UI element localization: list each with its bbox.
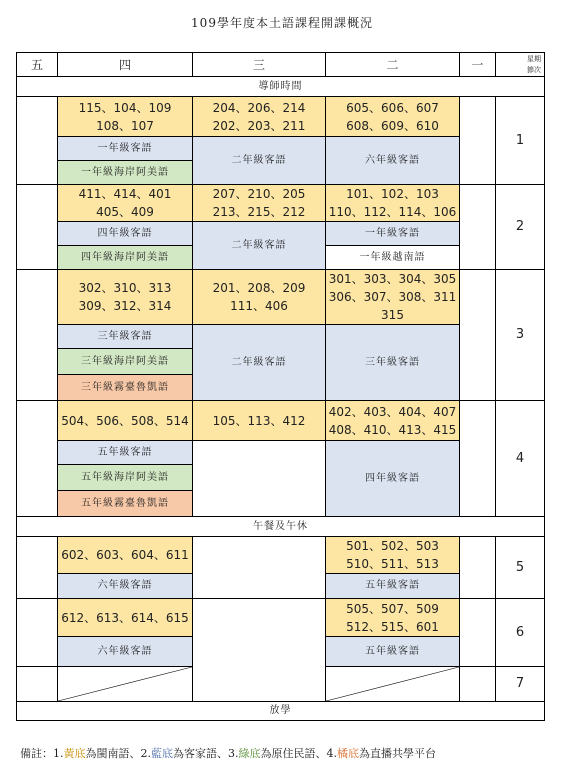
- header-weekday-period: 星期 節次: [496, 53, 545, 77]
- thu-p3-coastal-amis: 三年級海岸阿美語: [58, 349, 193, 375]
- thu-p2-classes: 411、414、401 405、409: [58, 185, 193, 222]
- tue-p2-hakka: 一年級客語: [326, 222, 460, 246]
- header-thursday: 四: [58, 53, 193, 77]
- tue-p7-empty-diagonal: [326, 667, 460, 702]
- thu-p2-hakka: 四年級客語: [58, 222, 193, 246]
- period-3-row: [17, 270, 545, 325]
- period-3: 3: [496, 270, 545, 401]
- header-friday: 五: [17, 53, 58, 77]
- tue-p3-classes: 301、303、304、305 306、307、308、311 315: [326, 270, 460, 325]
- thu-p4-hakka: 五年級客語: [58, 441, 193, 465]
- legend-green: 綠底: [238, 747, 261, 760]
- period-5: 5: [496, 537, 545, 599]
- tue-p3-hakka: 三年級客語: [326, 325, 460, 401]
- tue-p4-classes: 402、403、404、407 408、410、413、415: [326, 401, 460, 441]
- thu-p4-coastal-amis: 五年級海岸阿美語: [58, 465, 193, 491]
- thu-p1-hakka: 一年級客語: [58, 137, 193, 161]
- period-4: 4: [496, 401, 545, 517]
- period-2: 2: [496, 185, 545, 270]
- header-monday: 一: [460, 53, 496, 77]
- dismissal-row: [17, 702, 545, 721]
- lunch-row: [17, 517, 545, 537]
- wed-p3-classes: 201、208、209 111、406: [193, 270, 326, 325]
- legend-note: 備註：1.黃底為閩南語、2.藍底為客家語、3.綠底為原住民語、4.橘底為直播共學平台: [20, 747, 436, 760]
- wed-p4-classes: 105、113、412: [193, 401, 326, 441]
- period-6: 6: [496, 599, 545, 667]
- tue-p2-classes: 101、102、103 110、112、114、106: [326, 185, 460, 222]
- thu-p4-wutai-rukai: 五年級霧臺魯凱語: [58, 491, 193, 517]
- period-2-row: [17, 185, 545, 222]
- period-5-row: [17, 537, 545, 574]
- wed-p2-classes: 207、210、205 213、215、212: [193, 185, 326, 222]
- period-1-row: [17, 97, 545, 137]
- tue-p2-vietnamese: 一年級越南語: [326, 246, 460, 270]
- header-wednesday: 三: [193, 53, 326, 77]
- thu-p2-coastal-amis: 四年級海岸阿美語: [58, 246, 193, 270]
- header-row: [17, 53, 545, 77]
- tue-p4-hakka: 四年級客語: [326, 441, 460, 517]
- thu-p1-coastal-amis: 一年級海岸阿美語: [58, 161, 193, 185]
- thu-p5-classes: 602、603、604、611: [58, 537, 193, 574]
- tue-p5-classes: 501、502、503 510、511、513: [326, 537, 460, 574]
- page-title: 109學年度本土語課程開課概況: [191, 16, 373, 30]
- tue-p6-classes: 505、507、509 512、515、601: [326, 599, 460, 637]
- tue-p1-hakka: 六年級客語: [326, 137, 460, 185]
- schedule-table: [16, 52, 545, 721]
- legend-yellow: 黃底: [63, 747, 86, 760]
- wed-p1-hakka: 二年級客語: [193, 137, 326, 185]
- thu-p4-classes: 504、506、508、514: [58, 401, 193, 441]
- thu-p3-hakka: 三年級客語: [58, 325, 193, 349]
- thu-p3-classes: 302、310、313 309、312、314: [58, 270, 193, 325]
- wed-p2-hakka: 二年級客語: [193, 222, 326, 270]
- period-1: 1: [496, 97, 545, 185]
- lunch-label: 午餐及午休: [17, 517, 545, 537]
- period-6-row: [17, 599, 545, 637]
- tutor-time-label: 導師時間: [17, 77, 545, 97]
- wed-p1-classes: 204、206、214 202、203、211: [193, 97, 326, 137]
- tue-p6-hakka: 五年級客語: [326, 637, 460, 667]
- legend-blue: 藍底: [151, 747, 173, 760]
- header-tuesday: 二: [326, 53, 460, 77]
- thu-p5-hakka: 六年級客語: [58, 574, 193, 599]
- wed-p3-hakka: 二年級客語: [193, 325, 326, 401]
- tue-p1-classes: 605、606、607 608、609、610: [326, 97, 460, 137]
- thu-p3-wutai-rukai: 三年級霧臺魯凱語: [58, 375, 193, 401]
- tue-p5-hakka: 五年級客語: [326, 574, 460, 599]
- period-7: 7: [496, 667, 545, 702]
- thu-p1-classes: 115、104、109 108、107: [58, 97, 193, 137]
- period-4-row: [17, 401, 545, 441]
- thu-p6-classes: 612、613、614、615: [58, 599, 193, 637]
- thu-p7-empty-diagonal: [58, 667, 193, 702]
- tutor-time-row: [17, 77, 545, 97]
- thu-p6-hakka: 六年級客語: [58, 637, 193, 667]
- legend-orange: 橘底: [337, 747, 359, 760]
- dismissal-label: 放學: [17, 702, 545, 721]
